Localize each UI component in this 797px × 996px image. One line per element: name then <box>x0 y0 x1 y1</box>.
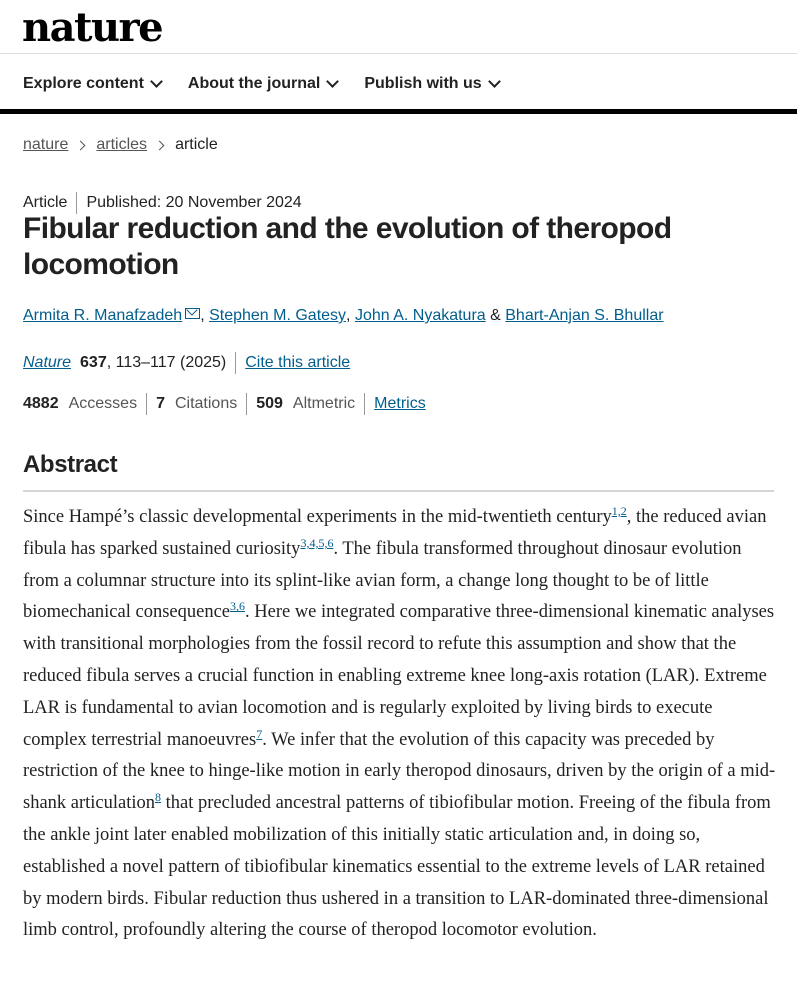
altmetric-label: Altmetric <box>292 395 356 412</box>
author-link[interactable]: John A. Nyakatura <box>354 307 486 324</box>
chevron-right-icon <box>76 140 86 150</box>
reference-superscript <box>230 599 245 613</box>
abstract-segment: that precluded ancestral patterns of tibiofibular motion. Freeing of the fibula from the ankle joint later enabled mobilization of this initially static articulation and, in doing so, established a novel pattern of tibiofibular kinematics essential to the extreme levels of LAR retained by modern birds. Fibular reduction thus ushered in a transition to LAR-dominated three-dimensional limb control, profoundly altering the course of theropod locomotor evolution. <box>23 793 771 941</box>
chevron-down-icon <box>326 75 339 88</box>
reference-superscript <box>612 504 627 518</box>
author-link[interactable]: Stephen M. Gatesy <box>209 307 347 324</box>
abstract-segment: . The fibula transformed throughout dinosaur evolution from a columnar structure into its splint-like avian form, a change long thought to be of little biomechanical consequence <box>23 538 742 623</box>
article-metrics <box>23 393 426 415</box>
author-separator: & <box>485 307 506 324</box>
pages: , 113–117 (2025) <box>106 354 227 371</box>
author-link[interactable]: Armita R. Manafzadeh <box>23 307 183 324</box>
author-separator: , <box>200 307 210 324</box>
metrics-link[interactable]: Metrics <box>374 395 426 412</box>
divider <box>146 393 147 415</box>
author-list <box>23 307 664 325</box>
cite-article-link[interactable]: Cite this article <box>245 354 351 371</box>
breadcrumb <box>23 136 218 154</box>
author-link[interactable]: Bhart-Anjan S. Bhullar <box>505 307 664 324</box>
article-title: Fibular reduction and the evolution of theropod locomotion <box>23 212 672 281</box>
abstract-segment: . We infer that the evolution of this capacity was preceded by restriction of the knee to hinge-like motion in early theropod dinosaurs, driven by the origin of a mid-shank articulation <box>23 729 776 814</box>
breadcrumb-articles[interactable]: articles <box>96 136 148 153</box>
chevron-down-icon <box>488 75 501 88</box>
author-separator: , <box>346 307 355 324</box>
citations-value: 7 <box>156 395 165 412</box>
reference-link[interactable]: 1,2 <box>611 504 627 518</box>
abstract-segment: , the reduced avian fibula has sparked sustained curiosity <box>23 507 767 559</box>
breadcrumb-nature[interactable]: nature <box>23 136 69 153</box>
accesses-value: 4882 <box>23 395 59 412</box>
reference-link[interactable]: 3,4,5,6 <box>300 535 334 550</box>
breadcrumb-current: article <box>175 136 218 153</box>
article-type: Article <box>23 194 68 211</box>
accesses-label: Accesses <box>68 395 138 412</box>
altmetric-value: 509 <box>256 395 283 412</box>
reference-superscript <box>300 536 333 550</box>
site-logo[interactable]: nature <box>22 4 163 51</box>
nav-explore-content-label: Explore content <box>23 75 144 92</box>
abstract-segment: Since Hampé’s classic developmental experiments in the mid-twentieth century <box>23 507 612 527</box>
reference-link[interactable]: 7 <box>256 726 263 741</box>
citations-label: Citations <box>174 395 238 412</box>
divider <box>364 393 365 415</box>
nav-about-journal-label: About the journal <box>187 75 321 92</box>
reference-link[interactable]: 8 <box>155 790 162 805</box>
nav-publish-with-us-label: Publish with us <box>364 75 482 92</box>
divider <box>246 393 247 415</box>
divider <box>235 352 236 374</box>
abstract-heading: Abstract <box>23 451 118 478</box>
chevron-right-icon <box>155 140 165 150</box>
reference-link[interactable]: 3,6 <box>230 599 245 614</box>
abstract-segment: . Here we integrated comparative three-dimensional kinematic analyses with transitional morphologies from the fossil record to refute this assumption and show that the reduced fibula serves a crucial function in enabling extreme knee long-axis rotation (LAR). Extreme LAR is fundamental to avian locomotion and is regularly exploited by living birds to execute complex terrestrial manoeuvres <box>23 602 775 750</box>
abstract-rule <box>23 490 774 492</box>
nav-about-journal[interactable] <box>188 75 337 93</box>
header-divider <box>0 53 797 54</box>
nav-bottom-bar <box>0 109 797 114</box>
journal-link[interactable]: Nature <box>23 354 72 371</box>
chevron-down-icon <box>150 75 163 88</box>
nav-explore-content[interactable] <box>23 75 161 93</box>
volume: 637 <box>80 354 107 371</box>
abstract-text <box>23 502 777 947</box>
published-date: Published: 20 November 2024 <box>86 194 302 211</box>
citation-info <box>23 352 350 374</box>
main-nav <box>23 72 526 96</box>
nav-publish-with-us[interactable] <box>364 75 498 93</box>
mail-icon[interactable] <box>185 308 200 319</box>
